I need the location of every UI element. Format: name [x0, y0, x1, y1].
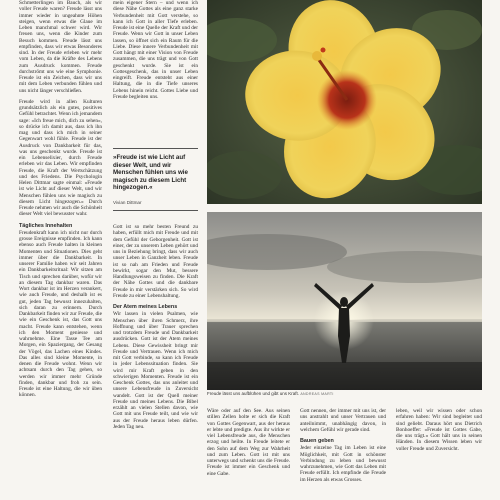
- paragraph: Schmetterlingen im Bauch, als wir voller Freude waren? Freude lässt uns immer wieder in ungeahnte Höhen steigen, wenn etwas die Glaue im Leben manchmal schwer wird. Wir freuen uns, wenn die Kinder zum Besuch kommen. Freude lässt uns empfinden, dass wir etwas Besonderes sind. In der Freude erleben wir mehr vom Leben, da die Kräfte des Lebens zum Ausdruck kommen. Freude durchströmt uns wie eine Symphonie. Freude ist ein Zeichen, dass wir uns mit dem Leben verbunden fühlen und uns nicht länger verschließen.: [19, 0, 102, 94]
- caption-text: Freude lässt uns aufblühen und gibt uns Kraft.: [207, 391, 300, 396]
- paragraph: Wäre oder auf den See. Aus seinen stillen Zellen holte er sich die Kraft von Gottes Gegenwart, aus der heraus er lebte und predigte. Aus ihr wirkte er viel Lebensfreude aus, die Menschen erzog und heilte. In Freude leitete er den Sohn auf dem Weg zur Wahrheit und zum Leben. Gott ist mit uns unterwegs und schenkt uns die Freude. Freude ist immer ein Geschenk und eine Gabe.: [207, 408, 290, 477]
- paragraph: Freude wird in allen Kulturen grundsätzlich als ein gutes, positives Gefühl betrachtet. Wenn ich jemandem sage: »Ich freue mich, dich zu sehen«, so drücke ich damit aus, dass ich ihn mag und dass ich mich in seiner Gegenwart wohl fühle. Freude ist der Ausdruck von Dankbarkeit für das, was uns geschenkt wurde. Freude ist ein Lebenselixier, durch Freude erleben wir das Leben. Wir empfinden Freude, die Kraft der Wertschätzung und des Friedens. Die Psychologin Helen Dittmar sagte einmal: »Freude ist wie Licht auf dieser Welt, und wir Menschen fühlen uns wie magisch zu diesem Licht hingezogen.« Durch Freude nehmen wir auch die Schönheit dieser Welt viel bewusster wahr.: [19, 98, 102, 218]
- text-column-1: [19, 0, 102, 500]
- section-heading: Bauen geben: [300, 438, 334, 444]
- paragraph: leben, weil wir wissen oder schon erfahren haben: Wir sind begleitet und sind geliebt. Daraus hört uns Dietrich Bonhoeffer: »Freude ist Gottes Gabe, die uns trägt.« Gott hält uns in seinen Händen. In diesem Wissen leben wir voller Freude und Zuversicht.: [396, 408, 482, 452]
- paragraph: Gott nennen, der immer mit uns ist, der uns anstrahlt und unser Vertrauen und anteilnimmt, unabhängig davon, in welchem Gefühl wir gerade sind.: [300, 408, 386, 433]
- section-heading: Der Atem meines Lebens: [113, 304, 178, 310]
- pull-quote: »Freude ist wie Licht auf dieser Welt, und wir Menschen fühlen uns wie magisch zu diesem Licht hingezogen.«: [113, 154, 188, 192]
- paragraph: Jeder einzelne Tag im Leben ist eine Möglichkeit, mit Gott in schönster Verbindung zu leben und bewusst wahrzunehmen, wie Gott das Leben mit Freude erfüllt. Ich empfinde die Freude im Herzen als etwas Grosses.: [300, 445, 386, 483]
- pull-quote-author: Vivian Dittmar: [113, 200, 142, 205]
- section-heading: Tägliches Innehalten: [19, 222, 73, 229]
- paragraph: mein eigener Stern – und wenn ich diese Nähe Gottes als eine ganz starke Verbundenheit mit Gott verstehe, so kann ich Gott in aller Tiefe erleben. Freude ist eine Quelle der Kraft und der Freude. Wenn wir Gott in unser Leben lassen, so öffnet sich ein Raum für die Liebe. Diese innere Verbundenheit mit Gott hängt mit einer Vision von Freude zusammen, die uns trägt und von Gott geschenkt wurde. Sie ist ein Gottesgeschenk, das in unser Leben eingreift. Freude entsteht aus einer Haltung, die in die Tiefe unseres Lebens hinein reicht. Gottes Liebe und Freude begleiten uns.: [113, 0, 198, 100]
- text-column-4: [207, 408, 290, 500]
- hibiscus-photo: [207, 0, 482, 204]
- paragraph: Freudenkraft kann ich nicht nur durch grosse Ereignisse empfinden. Ich kann ebenso auch Freude halten in kleinen Momenten und Situationen. Dies geht immer über die Dankbarkeit. In unserer Familie haben wir seit Jahren ein Dankbarkeitsritual: Wir sitzen am Tisch und sprechen darüber, wofür wir an diesem Tag dankbar waren. Das Wort dankbar ist im Herzen verankert, wie auch Freude, und deshalb ist es gut, jeden Tag bewusst innezuhalten, sich daran zu erinnern. Durch Dankbarkeit finden wir zur Freude, die wie ein Geschenk ist, das Gott uns macht. Freude kann entstehen, wenn ich den Moment geniesse und wahrnehme. Eine Tasse Tee am Morgen, ein Spaziergang, der Gesang der Vögel, das Lachen eines Kindes. Das alles sind kleine Momente, in denen die Freude wohnt. Wenn wir achtsam durch den Tag gehen, so werden wir immer mehr Gründe finden, dankbar und froh zu sein. Freude ist eine Haltung, die wir üben können.: [19, 229, 102, 399]
- text-column-6: [396, 408, 482, 500]
- photo-credit: ANDREAS MARTI: [300, 392, 334, 396]
- text-column-5: [300, 408, 386, 500]
- divider: [113, 210, 198, 211]
- photo-caption: [207, 391, 482, 396]
- divider: [113, 148, 198, 149]
- text-column-3: [113, 224, 198, 500]
- text-column-2: [113, 0, 198, 120]
- paragraph: Gott ist so mehr besten Freund zu haben, erfüllt mich mit Freude und mit dem Gefühl der Geborgenheit. Gott ist einer, der zu unserem Leben gehört und uns in Beziehung bringt, dass wir auch unser Leben in Ganzheit leben. Freude ist so nah am Frieden und Freude bewirkt, sogar den Mut, bessere Handlungsweisen zu finden. Die Kraft der Nähe Gottes und die dankbare Freude in mir verstärken sich. So wird Freude zu einer Lebenshaltung.: [113, 224, 198, 299]
- paragraph: Wir lassen in vielen Psalmen, wie Menschen über ihren Schmerz, ihre Hoffnung und über Trauer sprechen und trotzdem Freude und Dankbarkeit ausdrücken. Gott ist der Atem meines Lebens. Diese Gewissheit bringt mir Freude und Vertrauen. Wenn ich mich mit Gott verbinde, so kann ich Freude in jeder Lebenssituation finden. Sie wird mir Kraft geben in den schwierigen Momenten. Freude ist ein Geschenk Gottes, das uns anleitet und unsere Lebensfreude in Zuversicht wandelt. Gott ist der Quell meiner Freude und meines Lebens. Die Bibel erzählt an vielen Stellen davon, wie Gott mit uns Freude teilt, und wie wir aus der Freude heraus leben dürfen. Jeden Tag neu.: [113, 311, 198, 430]
- sunset-photo: [207, 212, 482, 390]
